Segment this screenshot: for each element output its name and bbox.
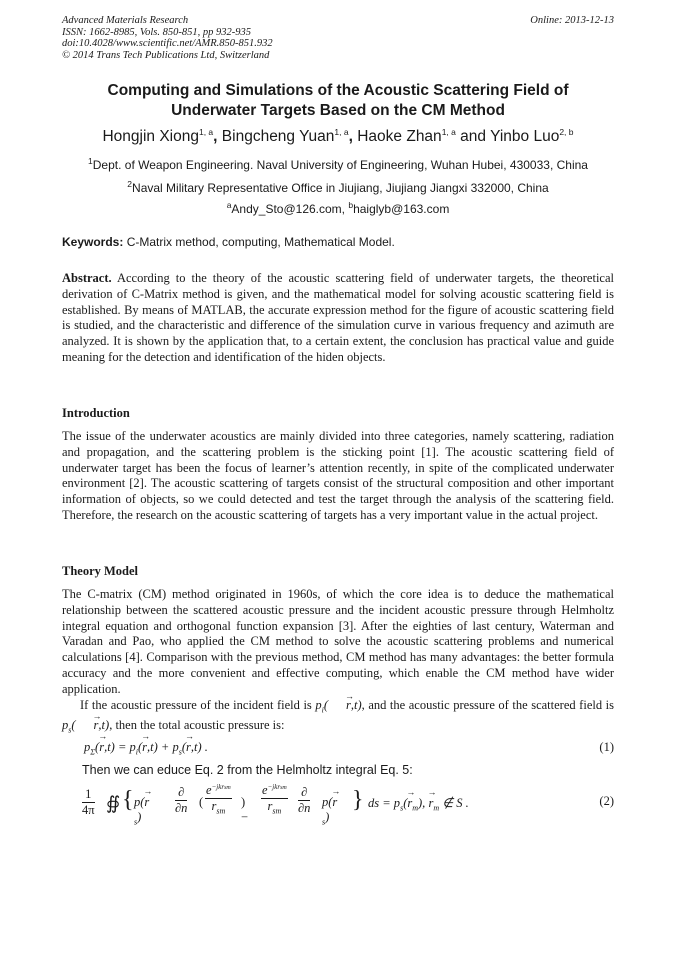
scattered-pressure-symbol: $p_s(\to r,t)$ — [62, 718, 109, 732]
equation-2-number: (2) — [599, 794, 614, 808]
author-sup: 1, a — [198, 126, 214, 137]
abstract-text: According to the theory of the acoustic scattering field of underwater targets, the theoretical derivation of C-Matrix method is given, and the mathematical model for solving acoustic scattering field is established. By means of MATLAB, the accurate expression method for the figure of acoustic scattering field is studied, and the characteristic and difference of the simulation curve in various frequency and azimuth are analyzed. It is shown by the application that, to a certain extent, the conclusion has practical value and guide meaning for the detection and identification of the hiden objects. — [62, 271, 614, 364]
header-line: Advanced Materials Research — [62, 15, 189, 26]
aff-text: Dept. of Weapon Engineering. Naval University of Engineering, Wuhan Hubei, 430033, China — [92, 158, 588, 172]
abstract-label: Abstract. — [62, 271, 112, 285]
author-name: Haoke Zhan — [357, 128, 442, 145]
author-sep: , — [348, 128, 358, 145]
equation-1: $p_\Sigma(\to r,t) = p_i(\to r,t) + p_s(\to r,t)$ . — [84, 740, 208, 757]
abstract — [62, 271, 614, 366]
theory-p2-part: If the acoustic pressure of the incident field is — [80, 697, 316, 712]
affiliation-2 — [62, 180, 614, 196]
author-sep: and — [455, 128, 491, 145]
author-name: Yinbo Luo — [490, 128, 560, 145]
author-name: Bingcheng Yuan — [221, 128, 335, 145]
email-sup: b — [348, 200, 354, 210]
keywords — [62, 234, 614, 250]
section-heading-introduction: Introduction — [62, 406, 130, 420]
journal-header — [62, 15, 273, 61]
email-sep: , — [341, 202, 349, 216]
author-list — [62, 127, 614, 147]
aff-sup: 1 — [88, 156, 93, 166]
header-line: © 2014 Trans Tech Publications Ltd, Switzerland — [62, 49, 270, 61]
affiliation-1 — [62, 157, 614, 173]
theory-text — [62, 587, 614, 738]
author-sup: 1, a — [441, 126, 456, 137]
introduction-text: The issue of the underwater acoustics are mainly divided into three categories, namely scattering, radiation and propagation, and the scattering problem is the sticking point [1]. The acoustic scattering field of underwater target has been the focus of learner’s attention recently, in spite of the complicated underwater environment [2]. The acoustic scattering of targets consist of the structural composition and other important information of objects, so we could detected and test the target through the analysis of the scattering field. Therefore, the research on the acoustic scattering of targets has a very important value in the actual project. — [62, 429, 614, 522]
author-emails — [62, 201, 614, 217]
author-sup: 1, a — [334, 126, 349, 137]
header-line: doi:10.4028/www.scientific.net/AMR.850-851.932 — [62, 38, 273, 49]
incident-pressure-symbol: $p_i(\to r,t)$ — [315, 698, 361, 712]
theory-paragraph-1: The C-matrix (CM) method originated in 1960s, of which the core idea is to deduce the mathematical relationship between the scattered acoustic pressure and the incident acoustic pressure through Helmholtz integral equation and orthogonal function expansion [3]. After the eighties of last century, Waterman and Varadan and Pao, who applied the CM method to solve the acoustic scattering problems and numerical calculations [4]. Comparison with the previous method, CM method has many advantages: the better formula accuracy and the more convenient and effective computing, which enable the CM method have wider application. — [62, 587, 614, 696]
section-heading-theory-model: Theory Model — [62, 564, 139, 578]
keywords-text: C-Matrix method, computing, Mathematical Model. — [123, 235, 395, 249]
paper-title — [62, 81, 614, 121]
theory-p2-part: , then the total acoustic pressure is: — [109, 717, 285, 732]
title-line: Underwater Targets Based on the CM Method — [171, 102, 505, 119]
email-link[interactable]: Andy_Sto@126.com — [231, 202, 342, 216]
author-sup: 2, b — [559, 126, 574, 137]
author-name: Hongjin Xiong — [102, 128, 199, 145]
title-line: Computing and Simulations of the Acoustic Scattering Field of — [107, 82, 569, 99]
aff-text: Naval Military Representative Office in Jiujiang, Jiujiang Jiangxi 332000, China — [132, 181, 549, 195]
author-sep: , — [213, 128, 222, 145]
keywords-label: Keywords: — [62, 235, 124, 249]
aff-sup: 2 — [127, 179, 133, 189]
email-link[interactable]: haiglyb@163.com — [353, 202, 450, 216]
theory-then-line: Then we can educe Eq. 2 from the Helmholtz integral Eq. 5: — [82, 763, 413, 777]
online-date: Online: 2013-12-13 — [530, 15, 614, 26]
theory-p2-part: , and the acoustic pressure of the scattered field is — [361, 697, 614, 712]
email-sup: a — [226, 200, 232, 210]
equation-1-number: (1) — [599, 740, 614, 754]
header-line: ISSN: 1662-8985, Vols. 850-851, pp 932-935 — [62, 26, 251, 38]
